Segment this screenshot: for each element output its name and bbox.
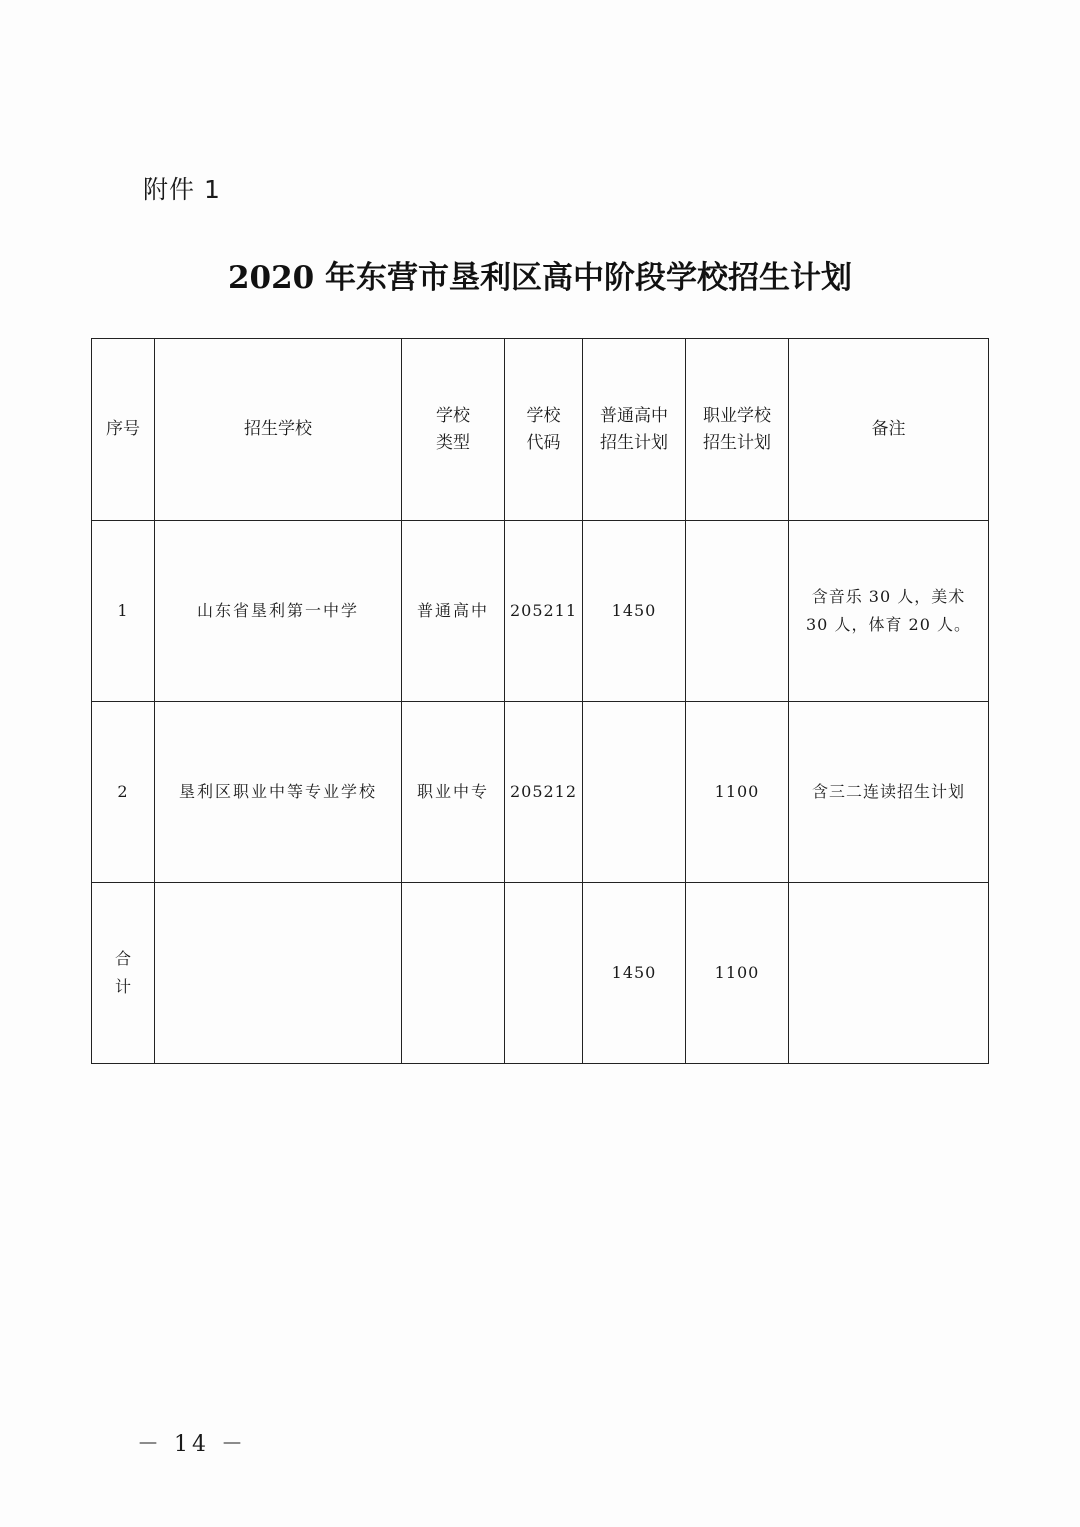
cell-total-label: 合 计: [92, 883, 155, 1064]
cell-total-code: [505, 883, 583, 1064]
cell-school-code: 205211: [505, 521, 583, 702]
cell-seq: 2: [92, 702, 155, 883]
header-general-plan: 普通高中 招生计划: [583, 339, 686, 521]
table-row: [92, 702, 989, 883]
cell-seq: 1: [92, 521, 155, 702]
table-row: [92, 521, 989, 702]
header-school-type: 学校 类型: [402, 339, 505, 521]
cell-school-type: 职业中专: [402, 702, 505, 883]
cell-school-type: 普通高中: [402, 521, 505, 702]
enrollment-plan-table: [91, 338, 989, 1064]
cell-school: 垦利区职业中等专业学校: [155, 702, 402, 883]
cell-school-code: 205212: [505, 702, 583, 883]
table-total-row: [92, 883, 989, 1064]
document-title: 2020 年东营市垦利区高中阶段学校招生计划: [227, 260, 853, 296]
cell-total-vocational-plan: 1100: [686, 883, 789, 1064]
cell-total-remark: [789, 883, 989, 1064]
cell-total-type: [402, 883, 505, 1064]
cell-vocational-plan: [686, 521, 789, 702]
header-seq: 序号: [92, 339, 155, 521]
header-school: 招生学校: [155, 339, 402, 521]
cell-remark: 含三二连读招生计划: [789, 702, 989, 883]
cell-total-general-plan: 1450: [583, 883, 686, 1064]
header-vocational-plan: 职业学校 招生计划: [686, 339, 789, 521]
page-number: － 14 －: [137, 1432, 247, 1457]
cell-remark: 含音乐 30 人，美术 30 人，体育 20 人。: [789, 521, 989, 702]
cell-general-plan: 1450: [583, 521, 686, 702]
cell-vocational-plan: 1100: [686, 702, 789, 883]
header-remark: 备注: [789, 339, 989, 521]
cell-general-plan: [583, 702, 686, 883]
table-header-row: [92, 339, 989, 521]
attachment-label: 附件 1: [143, 175, 221, 204]
header-school-code: 学校 代码: [505, 339, 583, 521]
cell-total-school: [155, 883, 402, 1064]
cell-school: 山东省垦利第一中学: [155, 521, 402, 702]
